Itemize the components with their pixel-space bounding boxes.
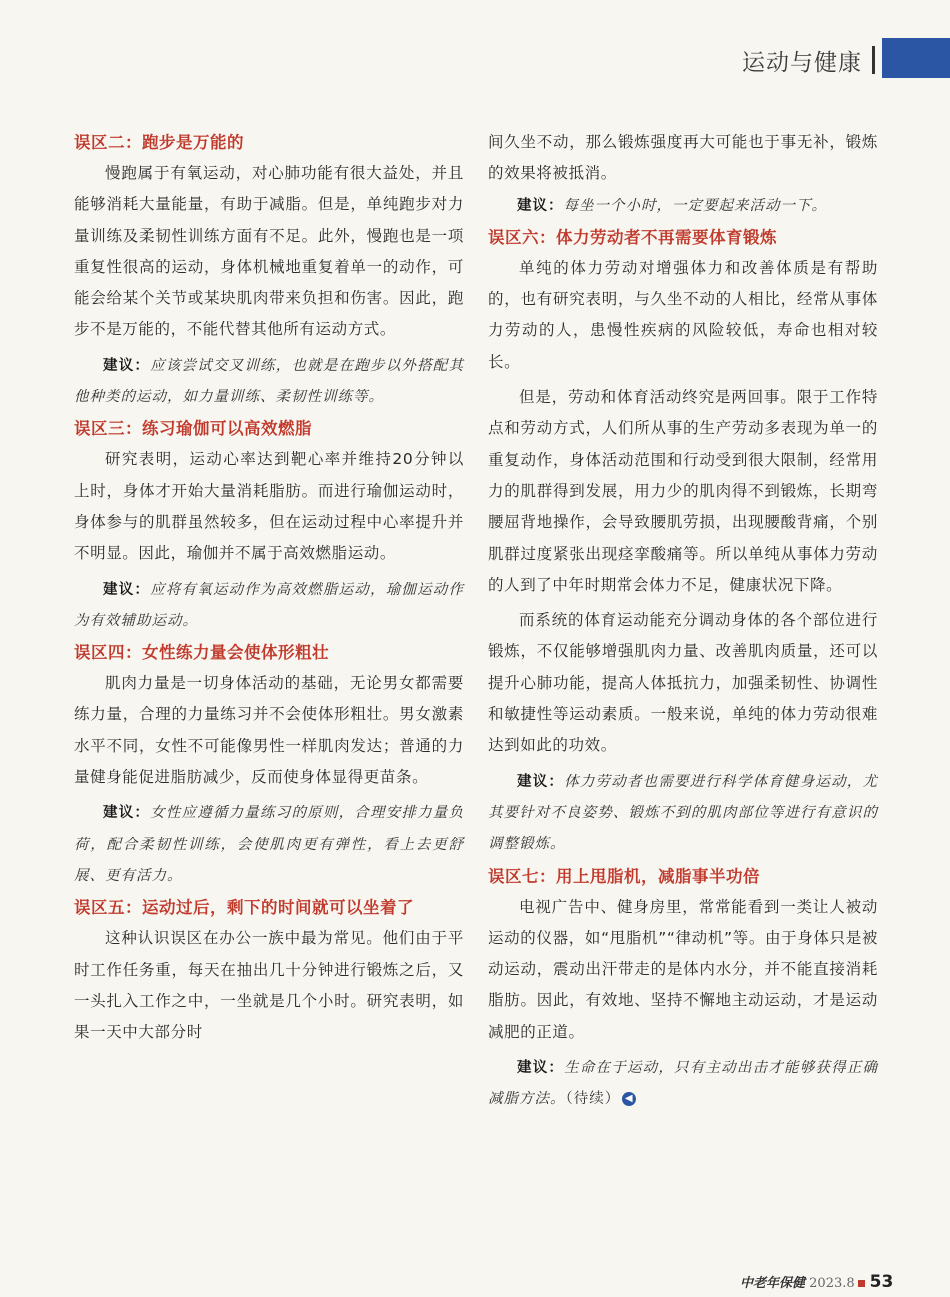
heading-myth-2: 误区二：跑步是万能的 xyxy=(74,133,244,152)
paragraph: 而系统的体育运动能充分调动身体的各个部位进行锻炼，不仅能够增强肌肉力量、改善肌肉质量，还可以提升心肺功能，提高人体抵抗力，加强柔韧性、协调性和敏捷性等运动素质。一般来说，单纯的体力劳动很难达到如此的功效。 xyxy=(488,611,878,755)
page-footer xyxy=(740,1272,893,1292)
heading-myth-3: 误区三：练习瑜伽可以高效燃脂 xyxy=(74,419,312,439)
heading-myth-6: 误区六：体力劳动者不再需要体育锻炼 xyxy=(488,227,777,247)
paragraph: 研究表明，运动心率达到靶心率并维持20分钟以上时，身体才开始大量消耗脂肪。而进行瑜伽运动时，身体参与的肌群虽然较多，但在运动过程中心率提升并不明显。因此，瑜伽并不属于高效燃脂运动。 xyxy=(74,450,464,563)
suggestion-myth-6 xyxy=(488,766,878,861)
square-marker-icon xyxy=(858,1280,865,1287)
paragraph: 慢跑属于有氧运动，对心肺功能有很大益处，并且能够消耗大量能量，有助于减脂。但是，单纯跑步对力量训练及柔韧性训练方面有不足。此外，慢跑也是一项重复性很高的运动，身体机械地重复着单一的动作，可能会给某个关节或某块肌肉带来负担和伤害。因此，跑步不是万能的，不能代替其他所有运动方式。 xyxy=(74,164,464,339)
paragraph: 但是，劳动和体育活动终究是两回事。限于工作特点和劳动方式，人们所从事的生产劳动多表现为单一的重复动作，身体活动范围和行动受到很大限制，经常用力的肌群得到发展，用力少的肌肉得不到锻炼，长期弯腰屈背地操作，会导致腰肌劳损，出现腰酸背痛，个别肌群过度紧张出现痉挛酸痛等。所以单纯从事体力劳动的人到了中年时期常会体力不足，健康状况下降。 xyxy=(488,388,878,594)
left-column xyxy=(74,127,464,1048)
suggestion-text: 女性应遵循力量练习的原则，合理安排力量负荷，配合柔韧性训练，会使肌肉更有弹性，看上去更舒展、更有活力。 xyxy=(74,805,465,884)
suggestion-label: 建议： xyxy=(103,356,151,374)
suggestion-label: 建议： xyxy=(517,772,565,790)
suggestion-text: 应将有氧运动作为高效燃脂运动，瑜伽运动作为有效辅助运动。 xyxy=(74,581,465,629)
suggestion-text: 生命在于运动，只有主动出击才能够获得正确减脂方法。 xyxy=(488,1060,879,1108)
paragraph: 电视广告中、健身房里，常常能看到一类让人被动运动的仪器，如“甩脂机”“律动机”等。由于身体只是被动运动，震动出汗带走的是体内水分，并不能直接消耗脂肪。因此，有效地、坚持不懈地主动运动，才是运动减肥的正道。 xyxy=(488,897,878,1041)
section-title: 运动与健康 xyxy=(742,50,862,76)
heading-myth-5: 误区五：运动过后，剩下的时间就可以坐着了 xyxy=(74,898,414,918)
magazine-name: 中老年保健 xyxy=(740,1276,806,1291)
paragraph: 单纯的体力劳动对增强体力和改善体质是有帮助的，也有研究表明，与久坐不动的人相比，经常从事体力劳动的人，患慢性疾病的风险较低，寿命也相对较长。 xyxy=(488,258,878,371)
suggestion-label: 建议： xyxy=(103,804,151,822)
paragraph-continued: 间久坐不动，那么锻炼强度再大可能也于事无补，锻炼的效果将被抵消。 xyxy=(488,133,878,183)
return-arrow-icon: ◀ xyxy=(622,1092,636,1106)
suggestion-label: 建议： xyxy=(517,1059,565,1077)
page-number: 53 xyxy=(869,1272,894,1292)
heading-myth-7: 误区七：用上甩脂机，减脂事半功倍 xyxy=(488,866,760,886)
paragraph: 肌肉力量是一切身体活动的基础，无论男女都需要练力量，合理的力量练习并不会使体形粗壮。男女激素水平不同，女性不可能像男性一样肌肉发达；普通的力量健身能促进脂肪减少，反而使身体显得更苗条。 xyxy=(74,674,464,787)
suggestion-label: 建议： xyxy=(103,580,151,598)
header-color-block xyxy=(882,38,950,78)
suggestion-text: 每坐一个小时，一定要起来活动一下。 xyxy=(563,197,827,214)
suggestion-myth-7 xyxy=(488,1052,878,1116)
to-be-continued: （待续） xyxy=(565,1091,621,1108)
suggestion-myth-2 xyxy=(74,350,464,414)
header-divider xyxy=(872,46,875,74)
suggestion-text: 应该尝试交叉训练，也就是在跑步以外搭配其他种类的运动，如力量训练、柔韧性训练等。 xyxy=(74,357,465,406)
suggestion-myth-3 xyxy=(74,574,464,638)
suggestion-myth-5 xyxy=(488,190,878,222)
suggestion-text: 体力劳动者也需要进行科学体育健身运动，尤其要针对不良姿势、锻炼不到的肌肉部位等进行有意识的调整锻炼。 xyxy=(488,773,879,853)
suggestion-myth-4 xyxy=(74,797,464,892)
right-column xyxy=(488,127,878,1116)
paragraph: 这种认识误区在办公一族中最为常见。他们由于平时工作任务重，每天在抽出几十分钟进行锻炼之后，又一头扎入工作之中，一坐就是几个小时。研究表明，如果一天中大部分时 xyxy=(74,929,464,1042)
suggestion-label: 建议： xyxy=(517,196,564,214)
issue-date: 2023.8 xyxy=(809,1276,855,1291)
heading-myth-4: 误区四：女性练力量会使体形粗壮 xyxy=(74,643,329,663)
